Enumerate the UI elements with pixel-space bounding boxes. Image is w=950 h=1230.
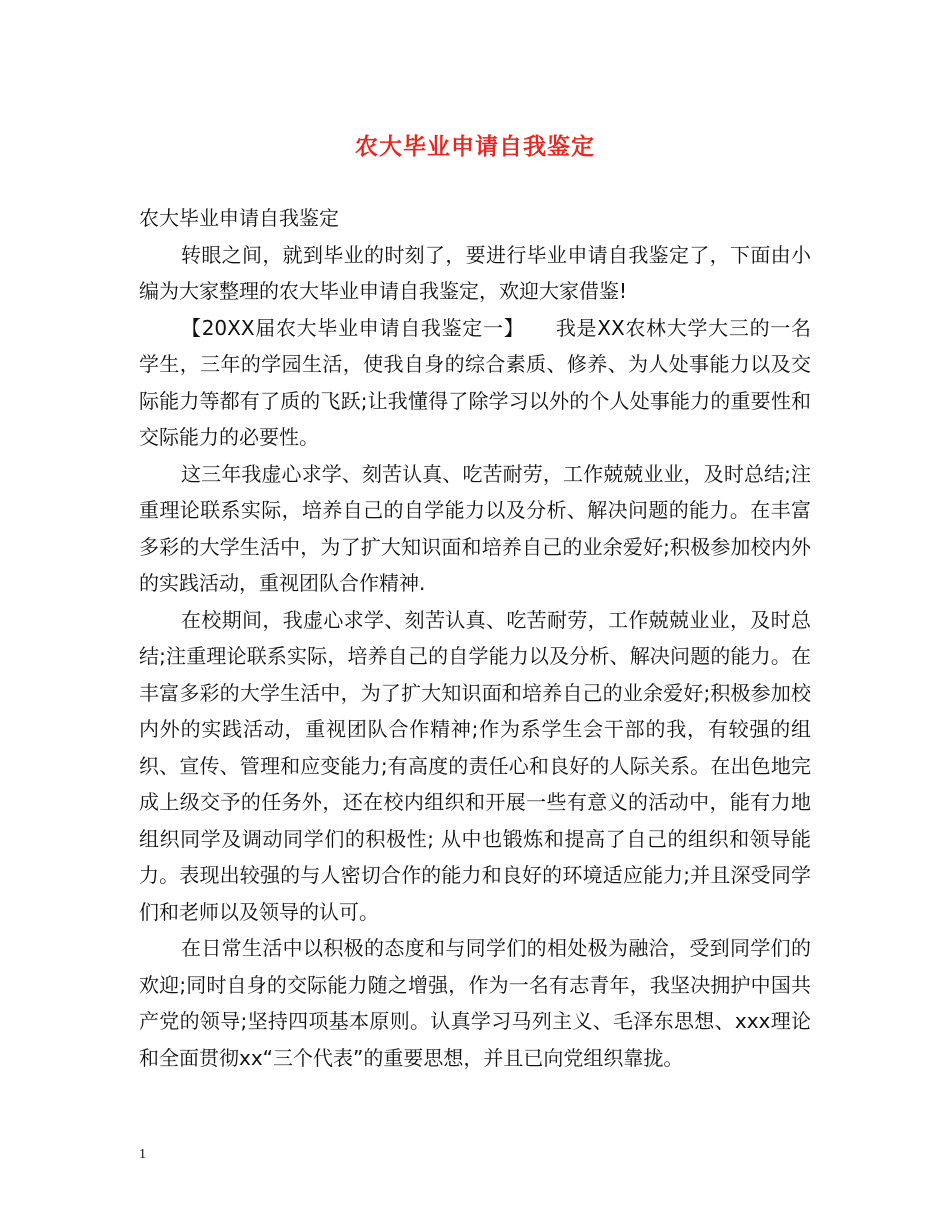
page-number: 1 bbox=[139, 1147, 146, 1162]
document-body bbox=[139, 200, 811, 1076]
paragraph-intro: 转眼之间，就到毕业的时刻了，要进行毕业申请自我鉴定了，下面由小编为大家整理的农大毕业申请自我鉴定，欢迎大家借鉴! bbox=[139, 242, 811, 303]
paragraph-section-one: 【20XX届农大毕业申请自我鉴定一】 我是XX农林大学大三的一名学生，三年的学园生活，使我自身的综合素质、修养、为人处事能力以及交际能力等都有了质的飞跃;让我懂得了除学习以外的个人处事能力的重要性和交际能力的必要性。 bbox=[139, 315, 811, 449]
paragraph-three-years: 这三年我虚心求学、刻苦认真、吃苦耐劳，工作兢兢业业，及时总结;注重理论联系实际，培养自己的自学能力以及分析、解决问题的能力。在丰富多彩的大学生活中，为了扩大知识面和培养自己的业余爱好;积极参加校内外的实践活动，重视团队合作精神. bbox=[139, 461, 811, 595]
document-title: 农大毕业申请自我鉴定 bbox=[355, 133, 595, 160]
paragraph-daily-life: 在日常生活中以积极的态度和与同学们的相处极为融洽，受到同学们的欢迎;同时自身的交际能力随之增强，作为一名有志青年，我坚决拥护中国共产党的领导;坚持四项基本原则。认真学习马列主义、毛泽东思想、xxx理论和全面贯彻xx“三个代表”的重要思想，并且已向党组织靠拢。 bbox=[139, 936, 811, 1070]
paragraph-at-school: 在校期间，我虚心求学、刻苦认真、吃苦耐劳，工作兢兢业业，及时总结;注重理论联系实际，培养自己的自学能力以及分析、解决问题的能力。在丰富多彩的大学生活中，为了扩大知识面和培养自己的业余爱好;积极参加校内外的实践活动，重视团队合作精神;作为系学生会干部的我，有较强的组织、宣传、管理和应变能力;有高度的责任心和良好的人际关系。在出色地完成上级交予的任务外，还在校内组织和开展一些有意义的活动中，能有力地组织同学及调动同学们的积极性; 从中也锻炼和提高了自己的组织和领导能力。表现出较强的与人密切合作的能力和良好的环境适应能力;并且深受同学们和老师以及领导的认可。 bbox=[139, 607, 811, 924]
paragraph-heading: 农大毕业申请自我鉴定 bbox=[139, 206, 339, 230]
